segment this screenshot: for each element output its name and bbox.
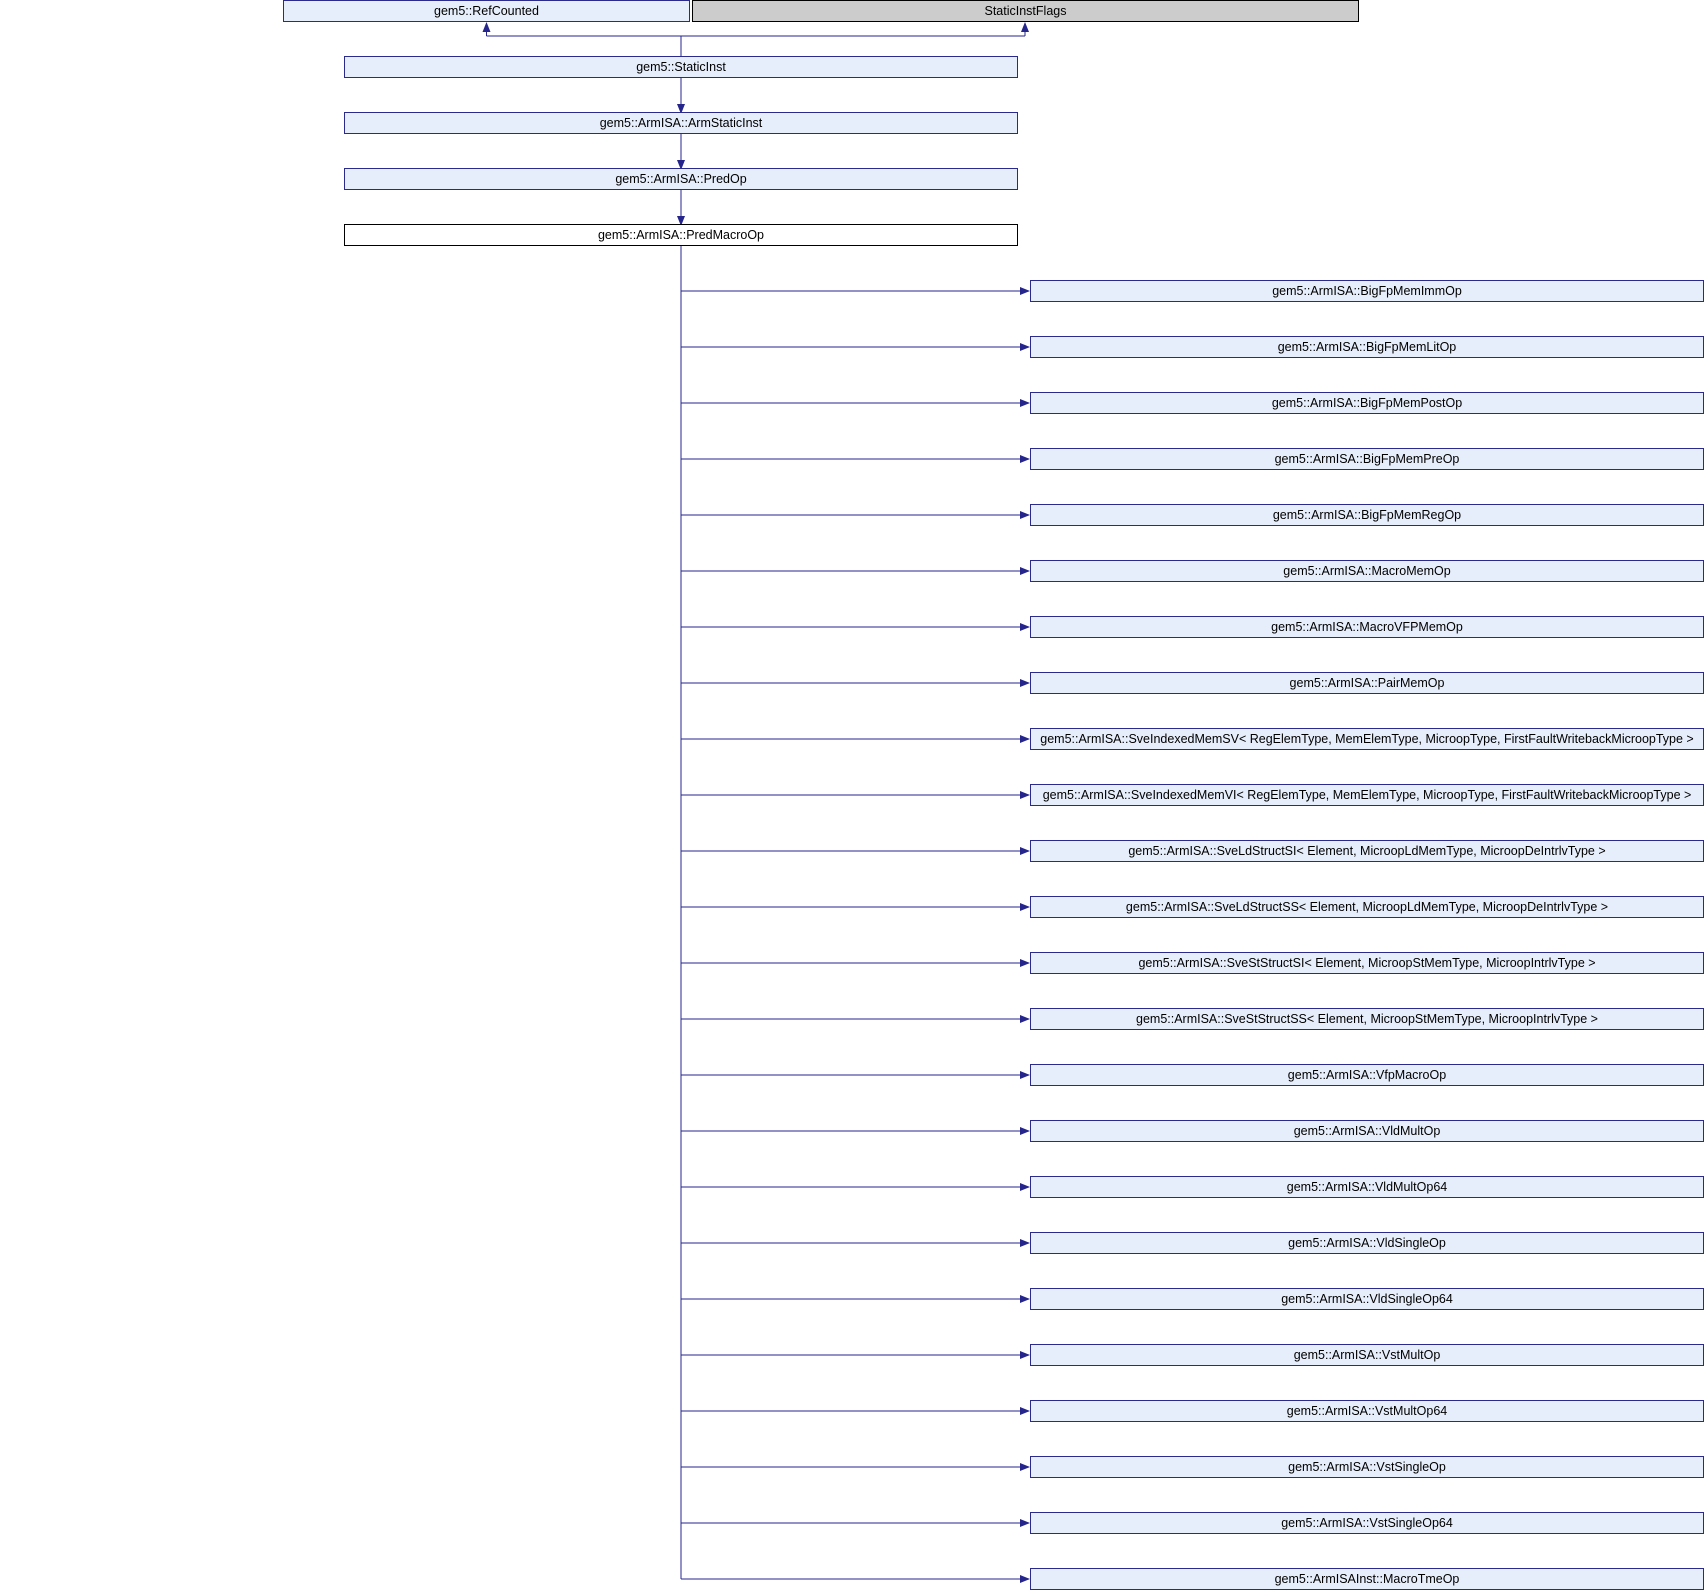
class-node-label: gem5::ArmISA::VstMultOp xyxy=(1293,1347,1441,1362)
class-node-d3[interactable] xyxy=(1030,392,1704,414)
class-node-label: gem5::ArmISA::BigFpMemImmOp xyxy=(1272,283,1462,298)
class-node-d22[interactable] xyxy=(1030,1456,1704,1478)
class-node-label: gem5::ArmISA::VldSingleOp64 xyxy=(1281,1291,1453,1306)
class-node-label: gem5::ArmISAInst::MacroTmeOp xyxy=(1274,1571,1460,1586)
class-node-d20[interactable] xyxy=(1030,1344,1704,1366)
class-node-label: gem5::StaticInst xyxy=(636,59,726,74)
class-node-d12[interactable] xyxy=(1030,896,1704,918)
class-node-d19[interactable] xyxy=(1030,1288,1704,1310)
class-node-d9[interactable] xyxy=(1030,728,1704,750)
class-node-d13[interactable] xyxy=(1030,952,1704,974)
class-node-d16[interactable] xyxy=(1030,1120,1704,1142)
class-node-label: gem5::ArmISA::BigFpMemPreOp xyxy=(1274,451,1460,466)
class-node-label: gem5::ArmISA::MacroVFPMemOp xyxy=(1271,619,1463,634)
class-node-label: gem5::ArmISA::PredOp xyxy=(615,171,747,186)
class-node-label: gem5::ArmISA::ArmStaticInst xyxy=(599,115,763,130)
class-node-label: gem5::ArmISA::SveLdStructSI< Element, MicroopLdMemType, MicroopDeIntrlvType > xyxy=(1128,843,1606,858)
class-node-label: gem5::ArmISA::VstSingleOp64 xyxy=(1281,1515,1453,1530)
class-node-d17[interactable] xyxy=(1030,1176,1704,1198)
class-node-d7[interactable] xyxy=(1030,616,1704,638)
class-node-staticinstflags[interactable] xyxy=(692,0,1359,22)
class-node-label: gem5::ArmISA::VldSingleOp xyxy=(1288,1235,1446,1250)
class-node-d10[interactable] xyxy=(1030,784,1704,806)
class-node-d14[interactable] xyxy=(1030,1008,1704,1030)
class-node-label: gem5::ArmISA::VstSingleOp xyxy=(1288,1459,1446,1474)
class-node-label: gem5::ArmISA::SveIndexedMemVI< RegElemType, MemElemType, MicroopType, FirstFaultWritebackMicroopType > xyxy=(1042,787,1692,802)
class-node-d8[interactable] xyxy=(1030,672,1704,694)
class-node-staticinst[interactable] xyxy=(344,56,1018,78)
class-node-label: gem5::ArmISA::SveLdStructSS< Element, MicroopLdMemType, MicroopDeIntrlvType > xyxy=(1125,899,1609,914)
class-node-predmacroop[interactable] xyxy=(344,224,1018,246)
class-node-label: gem5::ArmISA::BigFpMemPostOp xyxy=(1271,395,1463,410)
class-node-d5[interactable] xyxy=(1030,504,1704,526)
class-node-d11[interactable] xyxy=(1030,840,1704,862)
class-node-label: gem5::ArmISA::PredMacroOp xyxy=(597,227,765,242)
class-node-label: gem5::ArmISA::VstMultOp64 xyxy=(1286,1403,1448,1418)
class-node-label: gem5::ArmISA::SveStStructSS< Element, MicroopStMemType, MicroopIntrlvType > xyxy=(1136,1011,1598,1026)
class-node-label: gem5::ArmISA::VldMultOp64 xyxy=(1286,1179,1448,1194)
class-node-label: gem5::ArmISA::VfpMacroOp xyxy=(1287,1067,1447,1082)
class-node-armstaticinst[interactable] xyxy=(344,112,1018,134)
class-node-d24[interactable] xyxy=(1030,1568,1704,1590)
class-node-d4[interactable] xyxy=(1030,448,1704,470)
class-node-label: gem5::ArmISA::MacroMemOp xyxy=(1283,563,1451,578)
class-node-label: gem5::ArmISA::PairMemOp xyxy=(1289,675,1445,690)
class-node-label: gem5::ArmISA::VldMultOp xyxy=(1293,1123,1441,1138)
class-node-predop[interactable] xyxy=(344,168,1018,190)
class-node-refcounted[interactable] xyxy=(283,0,690,22)
class-node-label: gem5::ArmISA::SveIndexedMemSV< RegElemType, MemElemType, MicroopType, FirstFaultWritebackMicroopType > xyxy=(1040,731,1694,746)
class-node-d2[interactable] xyxy=(1030,336,1704,358)
class-node-label: gem5::ArmISA::BigFpMemRegOp xyxy=(1272,507,1462,522)
class-node-label: StaticInstFlags xyxy=(984,3,1067,18)
class-node-label: gem5::ArmISA::BigFpMemLitOp xyxy=(1277,339,1457,354)
class-node-d21[interactable] xyxy=(1030,1400,1704,1422)
class-node-label: gem5::RefCounted xyxy=(434,3,539,18)
class-node-d6[interactable] xyxy=(1030,560,1704,582)
class-node-label: gem5::ArmISA::SveStStructSI< Element, MicroopStMemType, MicroopIntrlvType > xyxy=(1138,955,1596,970)
class-node-d18[interactable] xyxy=(1030,1232,1704,1254)
class-node-d1[interactable] xyxy=(1030,280,1704,302)
class-node-d23[interactable] xyxy=(1030,1512,1704,1534)
class-node-d15[interactable] xyxy=(1030,1064,1704,1086)
